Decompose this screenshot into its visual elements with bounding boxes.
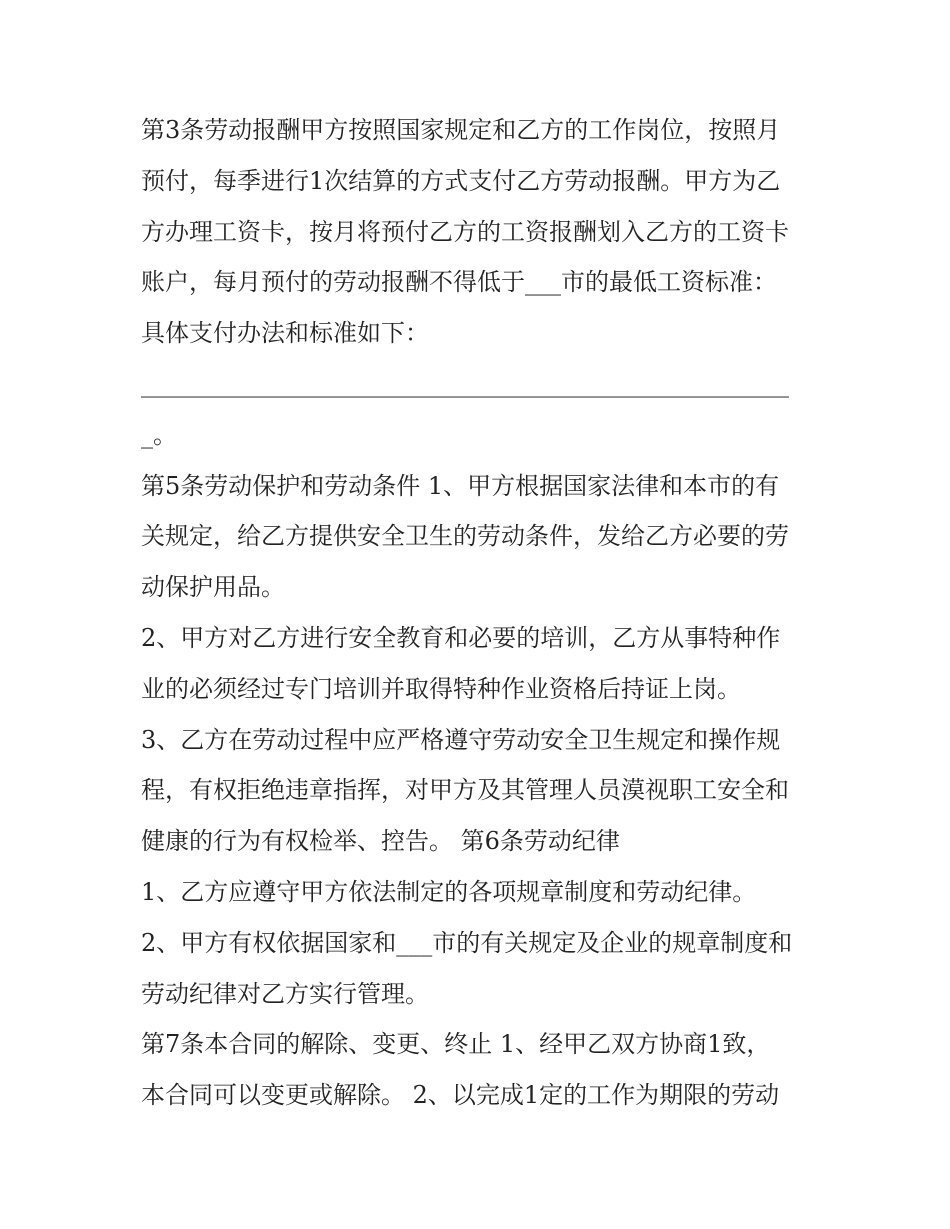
text-line: _。 (141, 420, 177, 449)
text-line: 账户，每月预付的劳动报酬不得低于___市的最低工资标准： (141, 268, 777, 297)
text-line: 健康的行为有权检举、控告。 第6条劳动纪律 (141, 827, 620, 856)
text-line: 3、乙方在劳动过程中应严格遵守劳动安全卫生规定和操作规 (141, 725, 781, 754)
text-line: 预付，每季进行1次结算的方式支付乙方劳动报酬。甲方为乙 (141, 166, 781, 195)
text-line: 2、甲方对乙方进行安全教育和必要的培训，乙方从事特种作 (141, 623, 781, 652)
text-line: 具体支付办法和标准如下： (141, 319, 429, 348)
document-body (141, 105, 816, 1121)
text-line: 第7条本合同的解除、变更、终止 1、经甲乙双方协商1致， (141, 1030, 771, 1059)
text-line: 业的必须经过专门培训并取得特种作业资格后持证上岗。 (141, 674, 741, 703)
text-line: 关规定，给乙方提供安全卫生的劳动条件，发给乙方必要的劳 (141, 522, 789, 551)
fill-in-blank-line: ______________________________________________________ (141, 369, 789, 398)
text-line: 第5条劳动保护和劳动条件 1、甲方根据国家法律和本市的有 (141, 471, 780, 500)
text-line: 本合同可以变更或解除。 2、以完成1定的工作为期限的劳动 (141, 1081, 780, 1110)
text-line: 动保护用品。 (141, 573, 285, 602)
text-line: 1、乙方应遵守甲方依法制定的各项规章制度和劳动纪律。 (141, 877, 757, 906)
text-line: 程，有权拒绝违章指挥，对甲方及其管理人员漠视职工安全和 (141, 776, 789, 805)
text-line: 方办理工资卡，按月将预付乙方的工资报酬划入乙方的工资卡 (141, 217, 789, 246)
text-line: 2、甲方有权依据国家和___市的有关规定及企业的规章制度和 (141, 928, 793, 957)
text-line: 第3条劳动报酬甲方按照国家规定和乙方的工作岗位，按照月 (141, 116, 781, 144)
text-line: 劳动纪律对乙方实行管理。 (141, 979, 429, 1008)
